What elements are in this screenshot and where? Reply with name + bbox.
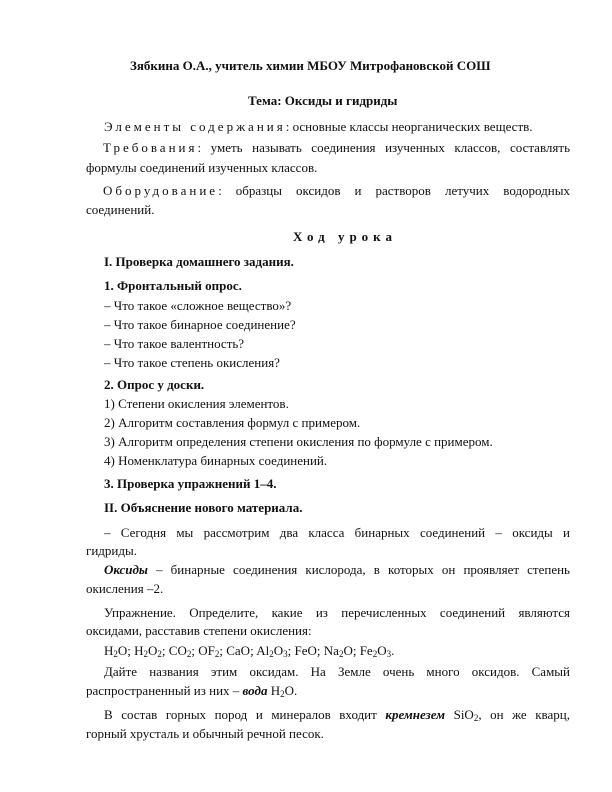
silica-formula-sub: 2 <box>473 713 479 723</box>
intro-para-line-1: – Сегодня мы рассмотрим два класса бинарных соединений – оксиды и <box>104 525 570 540</box>
oxides-def-text: – бинарные соединения кислорода, в которых он проявляет степень <box>147 562 570 577</box>
formula-item <box>256 643 294 658</box>
formula-rest: ; <box>191 643 199 658</box>
formula-subscript: 3 <box>283 649 288 659</box>
question-4: – Что такое степень окисления? <box>104 355 280 370</box>
formula-item <box>134 643 169 658</box>
silica-line-2: горный хрусталь и обычный речной песок. <box>86 726 324 741</box>
board-survey-heading: 2. Опрос у доски. <box>104 377 205 392</box>
formula-tail: . <box>391 643 395 658</box>
formula-subscript: 3 <box>386 649 392 659</box>
water-formula-sub: 2 <box>280 689 285 699</box>
formula-element: H <box>104 643 114 658</box>
silica-formula: SiO <box>445 707 474 722</box>
topic-title: Тема: Оксиды и гидриды <box>248 93 398 108</box>
formula-rest: O <box>148 643 158 658</box>
board-item-4: 4) Номенклатура бинарных соединений. <box>104 453 328 468</box>
silica-post: , он же кварц, <box>478 707 570 722</box>
equipment-text-1: : образцы оксидов и растворов летучих водородных <box>218 183 570 198</box>
formula-rest: ; <box>219 643 227 658</box>
formula-element: H <box>134 643 144 658</box>
requirements-text-1: : уметь называть соединения изученных классов, составлять <box>197 140 570 155</box>
formula-rest: O; <box>343 643 360 658</box>
equipment-label: Оборудование <box>103 183 219 198</box>
names-line-2-text: распространенный из них – <box>86 683 243 698</box>
formula-item <box>169 643 198 658</box>
requirements-line-2: формулы соединений изученных классов. <box>86 160 318 175</box>
requirements-label: Требования <box>103 140 198 155</box>
formula-subscript: 2 <box>186 649 192 659</box>
formula-element: Fe <box>359 643 373 658</box>
board-item-1: 1) Степени окисления элементов. <box>104 396 289 411</box>
exercise-check-heading: 3. Проверка упражнений 1–4. <box>104 476 277 491</box>
formula-item <box>104 643 134 658</box>
formula-element: CaO <box>226 643 251 658</box>
water-formula-post: O. <box>284 683 298 698</box>
equipment-line-1 <box>86 183 570 199</box>
formula-element: Al <box>256 643 270 658</box>
formula-item <box>198 643 226 658</box>
lesson-title: Ход урока <box>293 229 397 244</box>
requirements-line-1 <box>86 140 570 156</box>
content-text: : основные классы неорганических веществ. <box>285 119 533 134</box>
formula-tail: ; <box>161 643 169 658</box>
frontal-survey-heading: 1. Фронтальный опрос. <box>104 278 242 293</box>
section-2-heading: II. Объяснение нового материала. <box>104 500 303 515</box>
names-line-2 <box>86 683 297 699</box>
formula-subscript: 2 <box>372 649 378 659</box>
section-1-heading: I. Проверка домашнего задания. <box>104 254 294 269</box>
names-line-1: Дайте названия этим оксидам. На Земле очень много оксидов. Самый <box>104 664 570 679</box>
formula-rest: O <box>273 643 284 658</box>
oxides-def-line-2: окисления –2. <box>86 581 164 596</box>
author-line: Зябкина О.А., учитель химии МБОУ Митрофановской СОШ <box>130 58 491 73</box>
formula-item <box>324 643 360 658</box>
formula-element: FeO <box>294 643 317 658</box>
formula-rest: ; <box>250 643 257 658</box>
formula-element: OF <box>198 643 215 658</box>
question-3: – Что такое валентность? <box>104 336 245 351</box>
formula-rest: O; <box>117 643 135 658</box>
silica-line-1 <box>104 707 570 723</box>
formula-subscript: 2 <box>338 649 344 659</box>
oxides-def-line-1 <box>104 562 570 578</box>
formula-subscript: 2 <box>214 649 220 659</box>
formula-rest: ; <box>316 643 324 658</box>
silica-pre: В состав горных пород и минералов входит <box>104 707 386 722</box>
formula-subscript: 2 <box>113 649 118 659</box>
formula-subscript: 2 <box>143 649 149 659</box>
formula-item <box>226 643 256 658</box>
oxides-term: Оксиды <box>104 562 148 577</box>
formula-tail: ; <box>287 643 295 658</box>
question-2: – Что такое бинарное соединение? <box>104 317 296 332</box>
formula-element: Na <box>323 643 339 658</box>
formula-subscript: 2 <box>269 649 274 659</box>
formula-item <box>295 643 324 658</box>
board-item-2: 2) Алгоритм составления формул с примером. <box>104 415 361 430</box>
exercise-line-2: оксидами, расставив степени окисления: <box>86 623 312 638</box>
formula-element: CO <box>168 643 187 658</box>
intro-para-line-2: гидриды. <box>86 543 137 558</box>
board-item-3: 3) Алгоритм определения степени окисления по формуле с примером. <box>104 434 493 449</box>
formula-subscript: 2 <box>157 649 162 659</box>
formula-item <box>360 643 395 658</box>
formula-rest: O <box>377 643 387 658</box>
content-elements-line <box>104 119 533 135</box>
silica-term: кремнезем <box>385 707 446 722</box>
exercise-line-1: Упражнение. Определите, какие из перечисленных соединений являются <box>104 605 570 620</box>
equipment-line-2: соединений. <box>86 202 155 217</box>
formula-list <box>104 643 394 659</box>
water-term: вода <box>242 683 268 698</box>
question-1: – Что такое «сложное вещество»? <box>104 298 292 313</box>
water-formula-pre: H <box>267 683 281 698</box>
content-label: Элементы содержания <box>104 119 286 134</box>
